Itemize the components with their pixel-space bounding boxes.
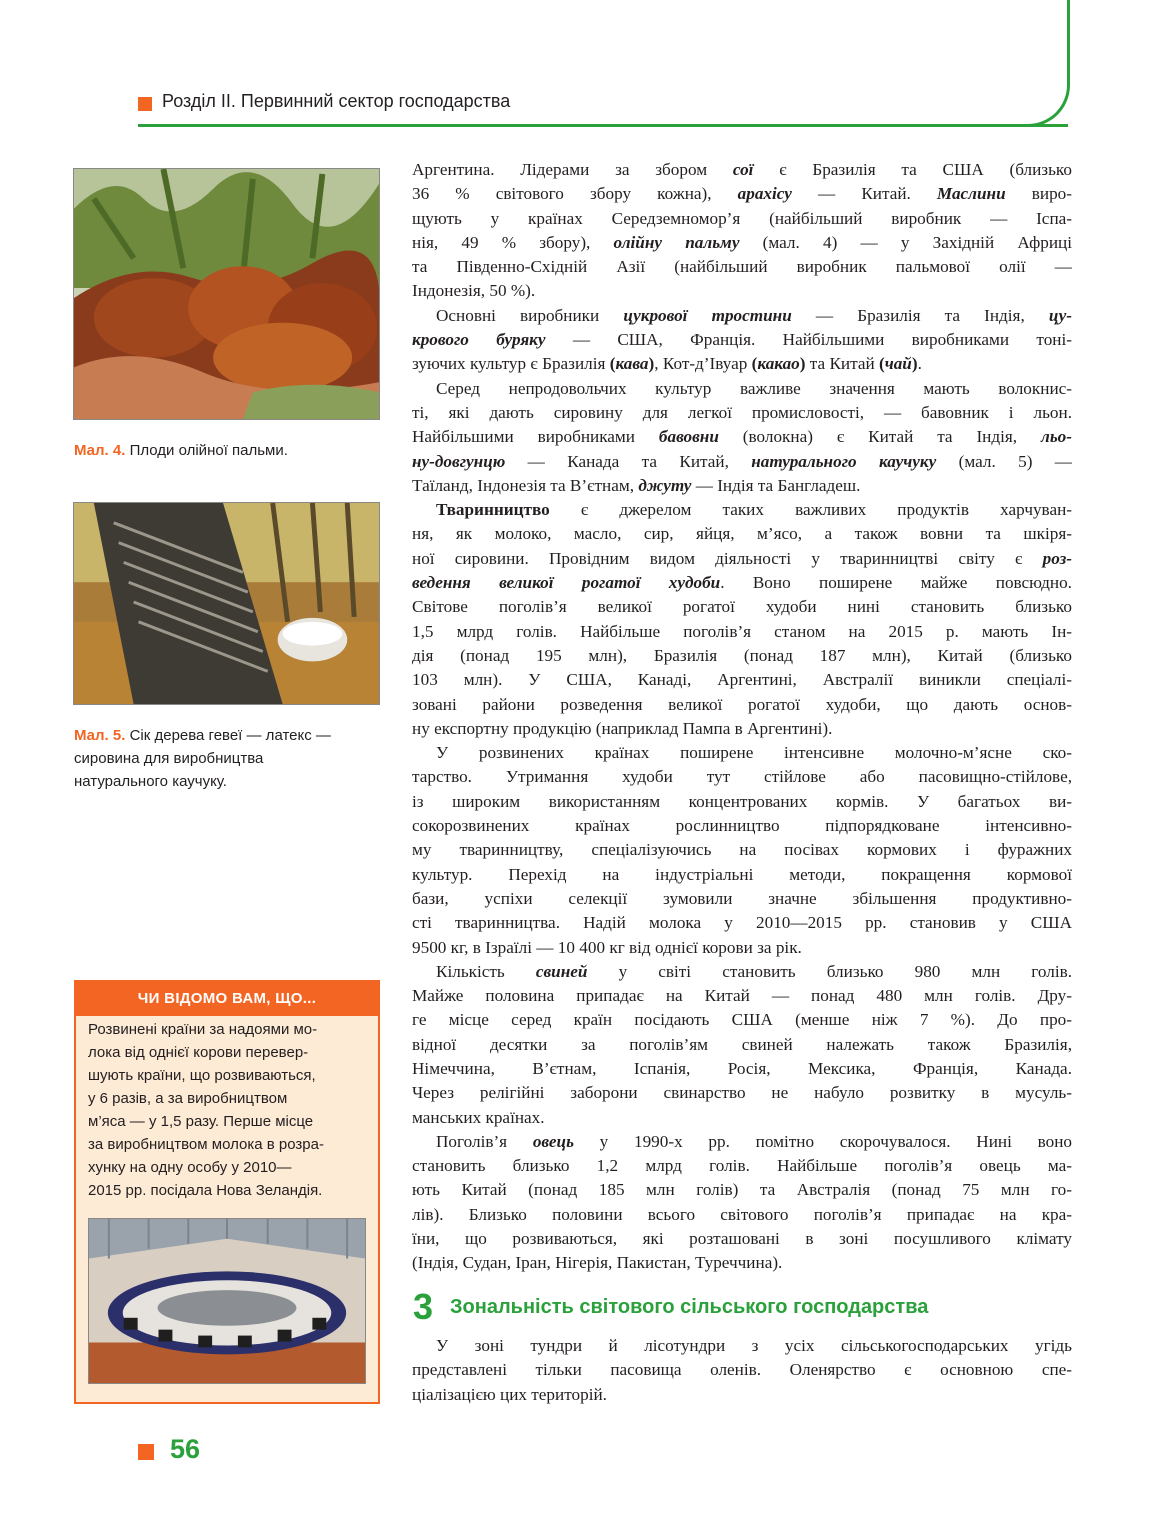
text-line: 1,5 млрд голів. Найбільше поголів’я станом на 2015 р. мають Ін- (412, 621, 1072, 641)
did-you-know-title: ЧИ ВІДОМО ВАМ, ЩО... (76, 982, 378, 1016)
text-line: ге місце серед країн посідають США (менше ніж 7 %). До про- (412, 1010, 1072, 1030)
figure-4-text: Плоди олійної пальми. (125, 442, 288, 459)
did-you-know-line: 2015 рр. посідала Нова Зеландія. (88, 1182, 323, 1199)
did-you-know-line: у 6 разів, а за виробництвом (88, 1090, 288, 1107)
text-line: ня, як молоко, масло, сир, яйця, м’ясо, а також вовни та шкіря- (412, 524, 1072, 544)
text-line: Майже половина припадає на Китай — понад 480 млн голів. Дру- (412, 986, 1072, 1006)
did-you-know-line: за виробництвом молока в розра- (88, 1136, 324, 1153)
text-line: Через релігійні заборони свинарство не набуло розвитку в мусуль- (412, 1083, 1072, 1103)
text-line: щують у країнах Середземномор’я (найбільший виробник — Іспа- (412, 208, 1072, 228)
footer-bullet-icon (138, 1444, 154, 1460)
text-line: Аргентина. Лідерами за збором сої є Бразилія та США (близько (412, 160, 1072, 179)
text-line: зовані райони розведення великої рогатої худоби, що дають основ- (412, 694, 1072, 714)
text-line: Основні виробники цукрової тростини — Бразилія та Індія, цу- (436, 305, 1072, 325)
text-line: Тваринництво є джерелом таких важливих продуктів харчуван- (436, 500, 1072, 520)
text-line: (Індія, Судан, Іран, Нігерія, Пакистан, Туреччина). (412, 1253, 783, 1273)
text-line: ну-довгунцю — Канада та Китай, натурального каучуку (мал. 5) — (412, 451, 1072, 471)
header-bullet-icon (138, 97, 152, 111)
section-header: Розділ II. Первинний сектор господарства (162, 91, 511, 111)
did-you-know-line: м’яса — у 1,5 разу. Перше місце (88, 1113, 314, 1130)
main-text (412, 158, 1072, 1276)
text-line: Поголів’я овець у 1990-х рр. помітно скорочувалося. Нині воно (436, 1131, 1072, 1151)
section-title: Зональність світового сільського господарства (450, 1296, 929, 1318)
figure-4-caption (74, 439, 374, 462)
text-line: Світове поголів’я великої рогатої худоби нині становить близько (412, 597, 1072, 617)
header-frame-curve (1018, 0, 1070, 127)
text-line: Таїланд, Індонезія та В’єтнам, джуту — Індія та Бангладеш. (412, 475, 861, 495)
text-line: 103 млн). У США, Канаді, Аргентині, Австралії виникли спеціалі- (412, 670, 1072, 690)
did-you-know-text (88, 1018, 368, 1202)
text-line: Серед непродовольчих культур важливе значення мають волокнис- (436, 378, 1072, 398)
text-line: лів). Близько половини всього світового поголів’я припадає на кра- (412, 1204, 1072, 1224)
text-line: бази, успіхи селекції зумовили значне збільшення продуктивно- (412, 888, 1072, 908)
text-line: У розвинених країнах поширене інтенсивне молочно-м’ясне ско- (436, 743, 1072, 763)
rotary-milking-parlor-photo (88, 1218, 366, 1384)
text-line: становить близько 1,2 млрд голів. Найбільше поголів’я овець ма- (412, 1156, 1072, 1176)
text-line: та Південно-Східній Азії (найбільший виробник пальмової олії — (412, 257, 1072, 277)
text-line: ну експортну продукцію (наприклад Пампа в Аргентині). (412, 718, 833, 738)
did-you-know-line: Розвинені країни за надоями мо- (88, 1021, 318, 1038)
did-you-know-line: хунку на одну особу у 2010— (88, 1159, 292, 1176)
text-line: представлені тільки пасовища оленів. Оленярство є основною спе- (412, 1360, 1072, 1380)
text-line: манських країнах. (412, 1107, 545, 1127)
text-line: культур. Перехід на індустріальні методи, покращення кормової (412, 864, 1072, 884)
text-line: відної десятки за поголів’ям свиней належать також Бразилія, (412, 1034, 1072, 1054)
did-you-know-box (74, 980, 380, 1404)
text-line: тарство. Утримання худоби тут стійлове або пасовищно-стійлове, (412, 767, 1072, 787)
text-line: зуючих культур є Бразилія (кава), Кот-д’Івуар (какао) та Китай (чай). (412, 354, 922, 374)
text-line: із широким використанням концентрованих кормів. У багатьох ви- (412, 791, 1072, 811)
section-number: 3 (413, 1286, 434, 1327)
text-line: Найбільшими виробниками бавовни (волокна) є Китай та Індія, льо- (412, 427, 1072, 447)
figure-5-text-line: сировина для виробництва (74, 750, 264, 767)
header-rule (138, 124, 1068, 127)
text-line: 9500 кг, в Ізраїлі — 10 400 кг від однієї корови за рік. (412, 937, 802, 957)
did-you-know-line: лока від однієї корови перевер- (88, 1044, 309, 1061)
figure-5-text-line: натурального каучуку. (74, 773, 227, 790)
oil-palm-fruit-photo (73, 168, 380, 420)
text-line: крового буряку — США, Франція. Найбільшими виробниками тоні- (412, 330, 1072, 350)
text-line: 36 % світового збору кожна), арахісу — Китай. Маслини виро- (412, 184, 1072, 204)
figure-5-caption (74, 724, 379, 793)
text-line: Індонезія, 50 %). (412, 281, 536, 301)
section-3-text (412, 1334, 1072, 1407)
page-number: 56 (170, 1434, 201, 1464)
text-line: Німеччина, В’єтнам, Іспанія, Росія, Мексика, Франція, Канада. (412, 1058, 1072, 1078)
text-line: сокорозвинених країнах рослинництво підпорядковане інтенсивно- (412, 816, 1072, 836)
text-line: ної сировини. Провідним видом діяльності у тваринництві світу є роз- (412, 548, 1072, 568)
figure-5-text-line: Сік дерева гевеї — латекс — (125, 727, 331, 744)
text-line: дія (понад 195 млн), Бразилія (понад 187 млн), Китай (близько (412, 645, 1072, 665)
text-line: ведення великої рогатої худоби. Воно поширене майже повсюдно. (412, 573, 1072, 593)
text-line: Кількість свиней у світі становить близько 980 млн голів. (436, 961, 1073, 981)
text-line: ють Китай (понад 185 млн голів) та Австралія (понад 75 млн го- (412, 1180, 1072, 1200)
text-line: нія, 49 % збору), олійну пальму (мал. 4) — у Західній Африці (412, 232, 1073, 252)
text-line: сті тваринництва. Надій молока у 2010—2015 рр. становив у США (412, 913, 1072, 933)
text-line: му тваринництву, спеціалізуючись на посівах кормових і фуражних (412, 840, 1072, 860)
text-line: ціалізацією цих територій. (412, 1384, 607, 1404)
figure-5-label: Мал. 5. (74, 727, 126, 744)
text-line: їни, що розвиваються, які розташовані в зоні посушливого клімату (412, 1229, 1072, 1249)
figure-4-label: Мал. 4. (74, 442, 126, 459)
did-you-know-line: шують країни, що розвиваються, (88, 1067, 316, 1084)
text-line: У зоні тундри й лісотундри з усіх сільськогосподарських угідь (436, 1336, 1072, 1355)
rubber-tree-latex-photo (73, 502, 380, 705)
text-line: ті, які дають сировину для легкої промисловості, — бавовник і льон. (412, 402, 1072, 422)
